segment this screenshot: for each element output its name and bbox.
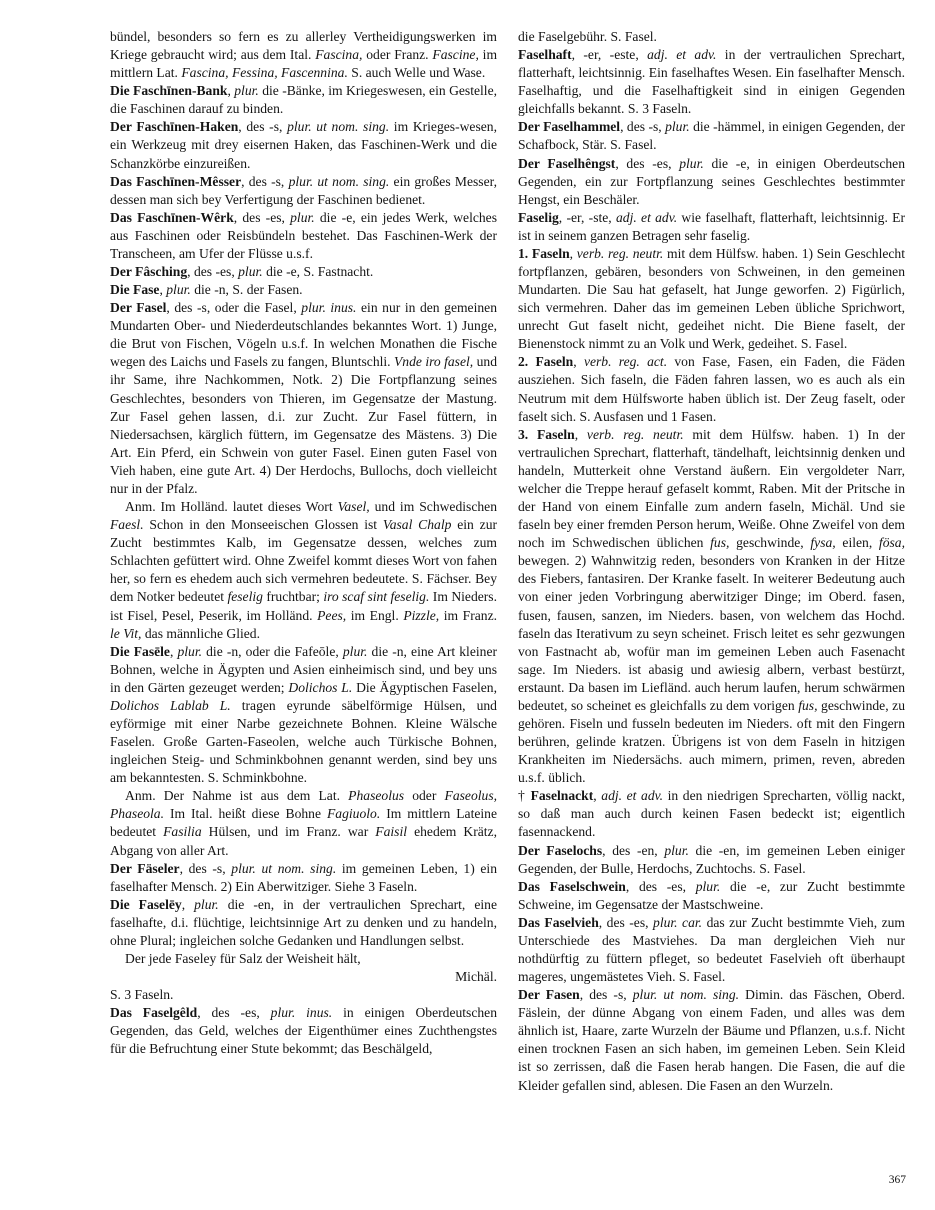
entry-text: die -n, eine Art kleiner Bohnen, welche in Ägypten und Asien einheimisch sind, und bey uns in den Gärten gezeuget werden; <box>110 643 498 695</box>
entry-text: , -er, -ste, <box>558 209 616 225</box>
italic-text: plur. <box>166 282 191 298</box>
entry-text: von Fase, Fasen, ein Faden, die Fäden ausziehen. Sich faseln, die Fäden fahren lassen, wo es auch als ein Neutrum mit dem Hülfsworte haben üblich ist. Der Zeug faselt, oder faselt sich. S. Ausfasen und 1 Fasen. <box>518 354 905 424</box>
entry-text: , des -s, <box>241 173 289 189</box>
entry-text: in einigen Oberdeutschen Gegenden, das Geld, welches der Eigenthümer eines Zuchthengstes für die Befruchtung einer Stute bekommt; das Beschälgeld, <box>110 1005 498 1057</box>
italic-text: fysa, <box>810 535 836 551</box>
entry-text: im mittlern Lat. <box>110 47 498 81</box>
italic-text: verb. reg. act. <box>583 354 668 370</box>
entry-text: im gemeinen Leben, 1) ein faselhafter Mensch. 2) Ein Aberwitziger. Siehe 3 Faseln. <box>110 860 497 894</box>
entry-headword: Der Faselhammel <box>518 119 621 135</box>
dictionary-entry <box>518 353 905 425</box>
dictionary-entry <box>110 173 497 209</box>
entry-text: und im Schwedischen <box>369 499 497 515</box>
entry-text: wie faselhaft, flatterhaft, leichtsinnig. Er ist in seinem ganzen Betragen sehr faselig. <box>518 209 905 243</box>
italic-text: plur. <box>194 896 219 912</box>
entry-text: , <box>593 788 602 804</box>
dictionary-entry <box>518 787 905 841</box>
entry-headword: Faselhaft <box>518 47 572 63</box>
entry-headword: Das Faschīnen-Mêsser <box>110 173 242 189</box>
dictionary-entry <box>110 1004 497 1058</box>
italic-text: plur. car. <box>653 914 703 930</box>
left-column <box>110 28 497 1058</box>
entry-headword: Der Fasel <box>110 300 167 316</box>
entry-text: das männliche Glied. <box>141 625 261 641</box>
italic-text: Vnde iro fasel, <box>394 354 474 370</box>
dictionary-entry <box>110 896 497 950</box>
dictionary-entry <box>110 82 497 118</box>
italic-text: plur. <box>234 83 259 99</box>
entry-headword: Das Faselschwein <box>518 878 626 894</box>
dictionary-entry <box>518 842 905 878</box>
italic-text: Fasilia <box>163 824 202 840</box>
entry-text: Die Ägyptischen Faselen, <box>352 679 497 695</box>
dictionary-entry <box>518 118 905 154</box>
entry-text: , -er, -este, <box>571 47 648 63</box>
entry-text: , des -s, <box>579 987 633 1003</box>
italic-text: fösa, <box>878 535 905 551</box>
dictionary-entry <box>110 986 497 1004</box>
entry-headword: Der Faselochs <box>518 842 603 858</box>
entry-headword: Die Fasēle <box>110 643 170 659</box>
italic-text: adj. et adv. <box>647 47 717 63</box>
entry-text: , <box>227 83 235 99</box>
entry-text: bündel, besonders so fern es zu allerley Vertheidigungswerken im Kriege gebraucht wird; aus dem Ital. <box>110 29 497 63</box>
entry-text: , <box>159 282 167 298</box>
entry-text: , des -s, <box>620 119 666 135</box>
italic-text: verb. reg. neutr. <box>576 245 664 261</box>
italic-text: Vasel, <box>337 499 370 515</box>
entry-text: ein nur in den gemeinen Mundarten Ober- und Niederdeutschlandes bekanntes Wort. 1) Junge, die Brut von Fischen, Vögeln u.s.f. In welchen Monathen die Fische wegen des Laichs und Fasels zu fangen, Bluntschli. <box>110 300 497 370</box>
entry-text: S. auch Welle und Wase. <box>347 65 486 81</box>
italic-text: plur. <box>290 209 315 225</box>
dictionary-entry <box>110 787 497 859</box>
entry-text: , <box>169 643 178 659</box>
italic-text: Dolichos Lablab L. <box>110 697 231 713</box>
entry-text: , des -es, <box>197 1005 271 1021</box>
entry-text: die Faselgebühr. S. Fasel. <box>518 29 657 44</box>
entry-text: Hülsen, und im Franz. war <box>201 824 376 840</box>
entry-text: , des -s, <box>179 860 232 876</box>
italic-text: le Vit, <box>110 625 142 641</box>
entry-headword: 2. Faseln <box>518 354 574 370</box>
entry-text: , des -en, <box>602 842 665 858</box>
italic-text: plur. <box>695 878 721 894</box>
entry-text: im Engl. <box>346 607 404 623</box>
page-number: 367 <box>888 1174 906 1186</box>
entry-headword: Das Faselvieh <box>518 914 599 930</box>
italic-text: plur. ut nom. sing. <box>231 860 337 876</box>
entry-text: in den niedrigen Sprecharten, völlig nackt, so daß man auch durch keinen Fasen bedeckt ist; eigentlich fasennackend. <box>518 788 905 840</box>
entry-text: fruchtbar; <box>262 589 324 605</box>
entry-text: das zur Zucht bestimmte Vieh, zum Unterschiede des Mastviehes. Da man dergleichen Vieh nur nothdürftig zu füttern pfleget, so bedeutet Faselvieh oft überhaupt mageres, ungemästetes Vieh. S. Fasel. <box>518 914 906 985</box>
entry-text: Im mittlern Lateine bedeutet <box>110 806 498 840</box>
dictionary-entry <box>518 986 905 1094</box>
entry-text: und ihr Same, ihre Nachkommen, Notk. 2) Die Fortpflanzung seines Geschlechtes, besonders von Thieren, im Gegensatze der Mastung. Zur Fasel gehen lassen, d.i. zur Zucht. Zur Fasel füttern, in Niedersachsen, kärglich füttern, im Gegensatze des Mästens. 3) Die Art. Ein Pferd, ein Schwein von guter Fasel. Einen guten Fasel von Vieh haben, eine gute Art. 4) Der Herdochs, Bullochs, doch vielleicht nur in der Pfalz. <box>110 354 497 496</box>
entry-text: die -en, in der vertraulichen Sprechart, eine faselhafte, d.i. flüchtige, leichtsinnige Art zu denken und zu handeln, ohne Plural; ingleichen solche Gedanken und Handlungen selbst. <box>110 896 497 948</box>
italic-text: Dolichos L. <box>288 679 353 695</box>
entry-text: , des -es, <box>233 209 291 225</box>
entry-text: † <box>518 788 531 804</box>
dictionary-entry <box>518 245 905 353</box>
italic-text: plur. <box>238 264 263 280</box>
italic-text: fus, <box>798 697 818 713</box>
italic-text: plur. <box>679 155 704 171</box>
entry-text: die -e, in einigen Oberdeutschen Gegenden, ein zur Fortpflanzung seines Geschlechtes bestimmter Hengst, ein Beschäler. <box>518 155 905 207</box>
entry-text: die -hämmel, in einigen Gegenden, der Schafbock, Stär. S. Fasel. <box>518 119 905 153</box>
entry-headword: Die Fase <box>110 282 160 298</box>
dictionary-entry <box>110 209 497 263</box>
entry-text: , <box>574 426 587 442</box>
entry-text: ehedem Krätz, Abgang von aller Art. <box>110 824 497 858</box>
italic-text: Faseolus, Phaseola. <box>110 788 498 822</box>
entry-text: mit dem Hülfsw. haben. 1) Sein Geschlecht fortpflanzen, gebären, besonders von Schweinen, in den gemeinen Mundarten. Die Sau hat gefaselt, hat Junge geworfen. 2) Figürlich, sich vermehren. Daher das im gemeinen Leben übliche Sprichwort, unrecht Gut faselt nicht, gedeihet nicht. Die Biene faselt, der Bienenstock nimmt zu an Volk und Werk, gedeihet. S. Fasel. <box>518 245 905 352</box>
entry-headword: 1. Faseln <box>518 245 570 261</box>
entry-headword: Das Faselgêld <box>110 1005 198 1021</box>
entry-text: Im Ital. heißt diese Bohne <box>164 806 327 822</box>
entry-text: ein großes Messer, dessen man sich bey Verfertigung der Faschinen bedienet. <box>110 173 497 207</box>
entry-text: Schon in den Monseeischen Glossen ist <box>143 517 383 533</box>
entry-text: S. 3 Faseln. <box>110 987 174 1003</box>
entry-text: , <box>573 354 584 370</box>
italic-text: Pees, <box>317 607 347 623</box>
entry-headword: 3. Faseln <box>518 426 575 442</box>
dictionary-entry <box>518 46 905 118</box>
dictionary-entry <box>518 878 905 914</box>
italic-text: verb. reg. neutr. <box>586 426 684 442</box>
entry-text: oder <box>404 788 445 804</box>
italic-text: plur. <box>665 119 690 135</box>
entry-text: , des -s, <box>238 119 288 135</box>
italic-text: adj. et adv. <box>601 788 664 804</box>
entry-text: eilen, <box>835 535 879 551</box>
italic-text: plur. <box>342 643 368 659</box>
italic-text: plur. inus. <box>301 300 357 316</box>
dictionary-entry <box>518 209 905 245</box>
entry-text: , <box>569 245 577 261</box>
dictionary-entry <box>110 498 497 643</box>
italic-text: plur. <box>664 842 689 858</box>
italic-text: Fascina, Fessina, Fascennina. <box>181 65 348 81</box>
entry-text: in der vertraulichen Sprechart, flatterhaft, leichtsinnig. Ein faselhaftes Wesen. Ein faselhafter Mensch. Faselhaftig, und die Faselhaftigkeit sind in einigen Gegenden gleichfalls bekannt. S. 3 Faseln. <box>518 47 905 117</box>
entry-text: Anm. Im Holländ. lautet dieses Wort <box>125 499 338 515</box>
entry-headword: Der Faschīnen-Haken <box>110 119 239 135</box>
italic-text: plur. ut nom. sing. <box>288 173 390 189</box>
dictionary-entry <box>110 299 497 498</box>
italic-text: fus, <box>710 535 730 551</box>
entry-headword: Der Fâsching <box>110 264 188 280</box>
dictionary-entry <box>518 426 905 788</box>
entry-text: , des -es, <box>625 878 696 894</box>
italic-text: Vasal Chalp <box>382 517 452 533</box>
entry-text: , <box>181 896 195 912</box>
italic-text: plur. <box>177 643 203 659</box>
entry-text: Michäl. <box>455 969 497 985</box>
entry-text: die -e, zur Zucht bestimmte Schweine, im Gegensatze der Mastschweine. <box>518 878 905 912</box>
dictionary-entry <box>110 950 497 968</box>
entry-text: die -e, ein jedes Werk, welches aus Faschinen oder Reisbündeln bestehet. Das Faschinen-Werk der Transcheen, am Ufer der Flüsse u.s.f. <box>110 209 497 261</box>
italic-text: Faesl. <box>110 517 144 533</box>
italic-text: Fascine, <box>432 47 479 63</box>
entry-text: , des -es, <box>615 155 680 171</box>
entry-text: die -n, S. der Fasen. <box>190 282 303 298</box>
italic-text: plur. inus. <box>270 1005 333 1021</box>
entry-headword: Faselig <box>518 209 559 225</box>
entry-headword: Faselnackt <box>530 788 594 804</box>
italic-text: feselig <box>227 589 263 605</box>
italic-text: plur. ut nom. sing. <box>632 987 740 1003</box>
entry-headword: Die Faschīnen-Bank <box>110 83 228 99</box>
entry-text: Im Nieders. ist Fisel, Pesel, Peserik, im Holländ. <box>110 589 497 623</box>
entry-text: mit dem Hülfsw. haben. 1) In der vertraulichen Sprechart, flatterhaft, tändelhaft, leichtsinnig denken und handeln, Mutterkeit ohne Verstand äußern. Ein vergoldeter Narr, welcher die Treppe herauf gefaselt kommt, Raben. Mit der Pritsche in der Hand von einem Einfalle zum andern faseln, Michäl. Und sie faseln bey einer fremden Person herum, Weiße. Ohne Zweifel von dem noch im Schwedischen üblichen <box>518 426 906 551</box>
dictionary-entry <box>518 155 905 209</box>
dictionary-entry <box>110 281 497 299</box>
dictionary-entry <box>110 968 497 986</box>
italic-text: plur. ut nom. sing. <box>287 119 390 135</box>
dictionary-entry <box>110 860 497 896</box>
entry-text: die -n, oder die Fafeōle, <box>202 643 343 659</box>
dictionary-entry <box>110 263 497 281</box>
entry-text: die -e, S. Fastnacht. <box>262 264 374 280</box>
entry-text: die -en, im gemeinen Leben einiger Gegenden, der Bulle, Herdochs, Zuchtochs. S. Fasel. <box>518 842 905 876</box>
dictionary-entry <box>518 914 905 986</box>
entry-headword: Der Fäseler <box>110 860 180 876</box>
entry-text: ein zur Zucht bestimmtes Kalb, im Gegensatze dessen, welches zum Schlachten gefüttert wird. Ohne Zweifel kommt dieses Wort von fahen her, so fern es ehedem auch sich vermehren bedeutete. S. Fächser. Bey dem Notker bedeutet <box>110 517 498 605</box>
italic-text: Fascina, <box>315 47 363 63</box>
dictionary-entry <box>518 28 905 46</box>
entry-text: Dimin. das Fäschen, Oberd. Fäslein, der dünne Abgang von einem Faden, und alles was dem ähnlich ist, Haare, zarte Wurzeln der Bäume und Pflanzen, u.s.f. Nicht einen trocknen Fasen an sich haben, im gemeinen Leben. Sein Kleid ist so zerrissen, daß die Fasen herab hangen. Die Fasen, die auf die Kleider gefallen sind, ablesen. Die Fasen an den Wurzeln. <box>518 987 905 1093</box>
entry-text: im Krieges-wesen, ein Werkzeug mit drey eisernen Haken, das Faschinen-Werk und die Schanzkörbe einzureißen. <box>110 119 497 171</box>
entry-text: , des -s, oder die Fasel, <box>166 300 302 316</box>
entry-text: die -Bänke, im Kriegeswesen, ein Gestelle, die Faschinen darauf zu binden. <box>110 83 498 117</box>
entry-text: , des -es, <box>598 914 654 930</box>
dictionary-entry <box>110 643 497 788</box>
entry-headword: Der Fasen <box>518 987 580 1003</box>
entry-text: Anm. Der Nahme ist aus dem Lat. <box>125 788 349 804</box>
italic-text: Phaseolus <box>348 788 405 804</box>
italic-text: Fagiuolo. <box>326 806 381 822</box>
italic-text: Faisil <box>375 824 408 840</box>
italic-text: iro scaf sint feselig. <box>323 589 430 605</box>
entry-text: geschwinde, zu gehören. Fiseln und fusseln bedeuten im Nieders. oft mit den Fingern berühren, gelinde kratzen. Übrigens ist von dem Faseln in hitzigen Krankheiten im Niedersächs. auch mimern, primen, reven, abreden u.s.f. üblich. <box>518 697 905 786</box>
entry-text: im Franz. <box>439 607 498 623</box>
entry-text: geschwinde, <box>729 535 811 551</box>
entry-headword: Das Faschīnen-Wêrk <box>110 209 234 225</box>
entry-text: Der jede Faseley für Salz der Weisheit hält, <box>125 950 361 966</box>
italic-text: adj. et adv. <box>615 209 678 225</box>
entry-text: tragen eyrunde säbelförmige Hülsen, und eyförmige mit einer Narbe gezeichnete Bohnen. Kleine Wälsche Faselen. Große Garten-Faseolen, welche auch Türkische Bohnen, ingleichen Steig- und Schminkbohnen genannt werden, sind bey uns am bekanntesten. S. Schminkbohne. <box>110 697 497 786</box>
italic-text: Pizzle, <box>403 607 440 623</box>
entry-headword: Die Faselēy <box>110 896 182 912</box>
dictionary-entry <box>110 118 497 172</box>
entry-text: bewegen. 2) Wahnwitzig reden, besonders von Kranken in der Hitze des Fiebers, fantasiren. Der Kranke faselt. In weiterer Bedeutung auch von einer jeden Vorbringung aberwitziger Dinge; im Oberd. fasen, fusen, fausen, sanzen, im Nieders. basen, von welchem das Hochd. faseln das Iterativum zu seyn scheinet. Frisch leitet es sehr gezwungen von Fastnacht ab, wofür man im gemeinen Leben auch Fasenacht sage. Im Nieders. ist abasig und awiesig albern, verbast bestürzt, erstaunt. Da basen im Liefländ. auch herum laufen, herum schwärmen bedeutet, so scheinet es gleichfalls zu dem vorigen <box>518 553 905 713</box>
dictionary-entry <box>110 28 497 82</box>
entry-headword: Der Faselhêngst <box>518 155 616 171</box>
entry-text: , des -es, <box>187 264 239 280</box>
right-column <box>518 28 905 1095</box>
entry-text: oder Franz. <box>362 47 433 63</box>
